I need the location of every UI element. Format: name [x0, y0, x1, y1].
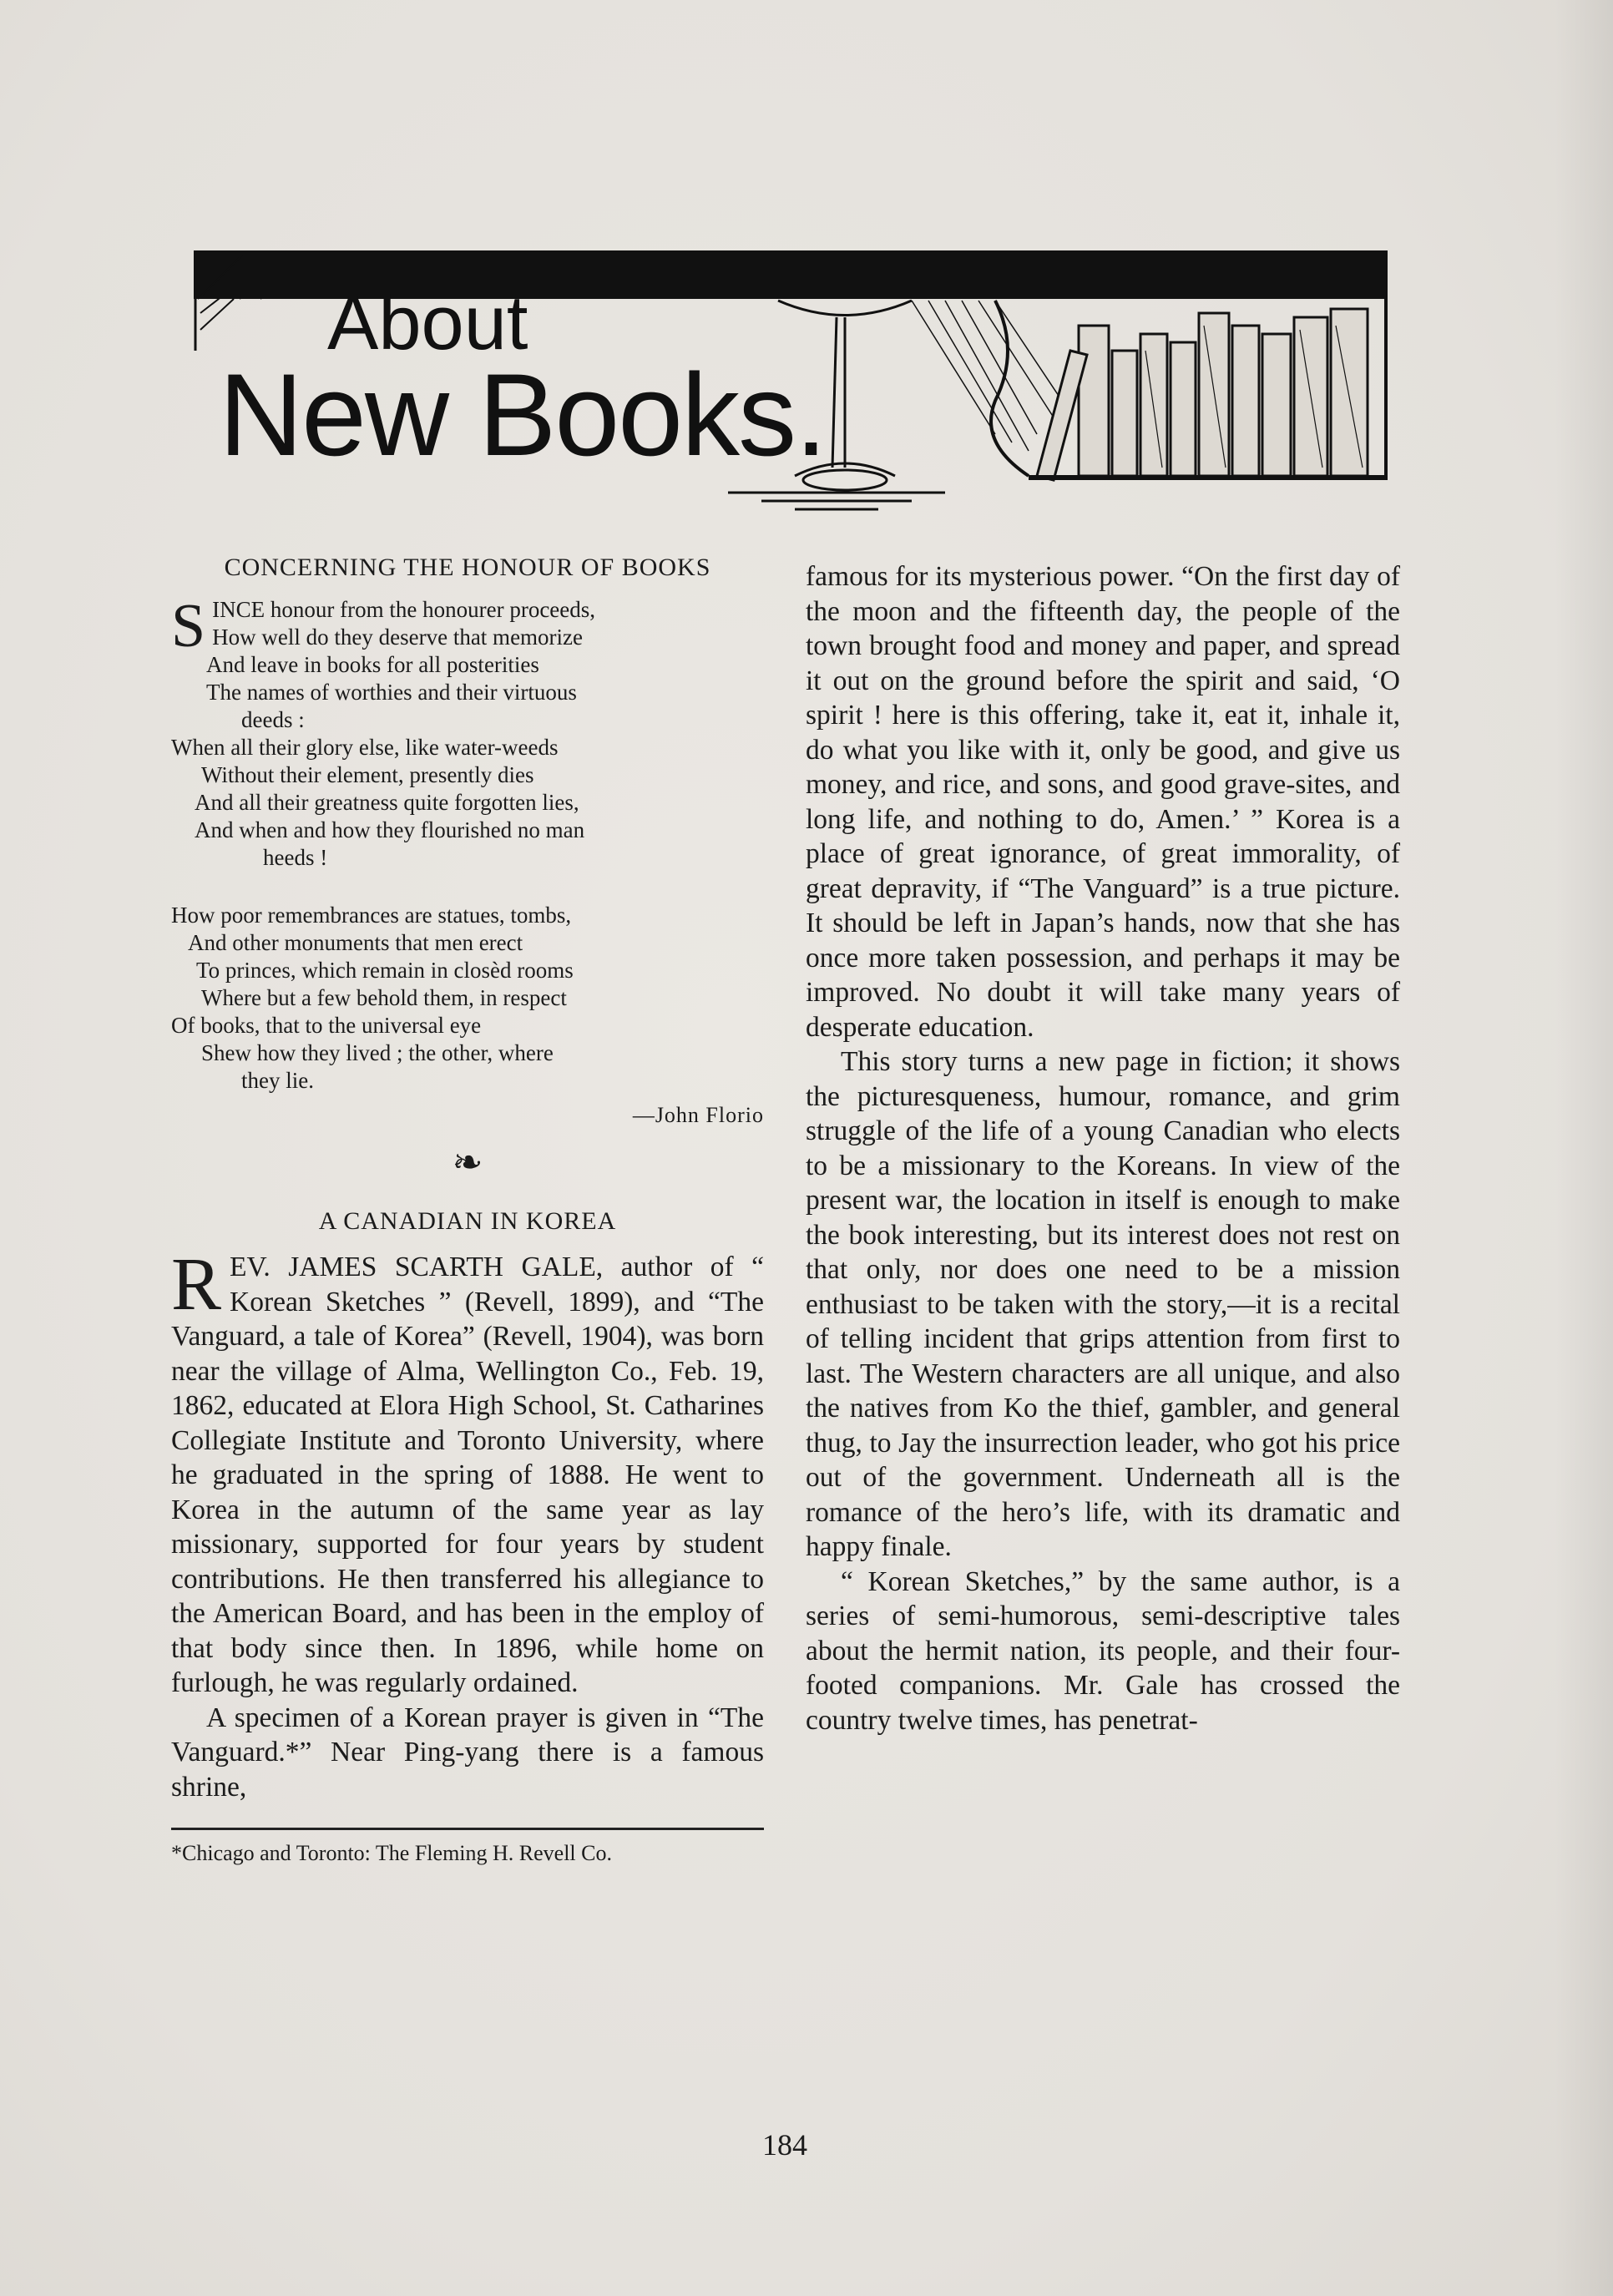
- poem-line: To princes, which remain in closèd rooms: [196, 958, 574, 983]
- poem-line: deeds :: [241, 707, 305, 732]
- footnote: *Chicago and Toronto: The Fleming H. Revell Co.: [171, 1841, 612, 1865]
- bio-text: EV. JAMES SCARTH GALE, author of “ Korean Sketches ” (Revell, 1899), and “The Vanguard, a tale of Korea” (Revell, 1904), was born near the village of Alma, Wellington Co., Feb. 19, 1862, educated at Elora High School, St. Catharines Collegiate Institute and Toronto University, where he graduated in the spring of 1888. He went to Korea in the autumn of the same year as lay missionary, supported for four years by student contributions. He then transferred his allegiance to the American Board, and has been in the employ of that body since then. In 1896, while home on furlough, he was regularly ordained.: [171, 1252, 764, 1698]
- poem-line: Shew how they lived ; the other, where: [201, 1040, 554, 1065]
- story-paragraph: This story turns a new page in fiction; it shows the picturesqueness, humour, romance, and grim struggle of the life of a young Canadian who elects to be a missionary to the Koreans. In view of the present war, the location in itself is enough to make the book interesting, but its interest does not rest on that only, nor does one need to be a mission enthusiast to be taken with the story,—it is a recital of telling incident that grips attention from first to last. The Western characters are all unique, and also the natives from Ko the thief, gambler, and general thug, to Jay the insurrection leader, who got his price out of the government. Underneath all is the romance of the hero’s life, with its dramatic and happy finale.: [806, 1046, 1400, 1562]
- shrine-paragraph: famous for its mysterious power. “On the first day of the moon and the fifteenth day, the people of the town brought food and money and paper, and spread it out on the ground before the spirit and said, ‘O spirit ! here is this offering, take it, eat it, inhale it, do what you like with it, only be good, and give us money, and rice, and sons, and good grave-sites, and long life, and nothing to do, Amen.’ ” Korea is a place of great ignorance, of great immorality, of great depravity, if “The Vanguard” is a true picture. It should be left in Japan’s hands, now that she has once more taken possession, and perhaps it may be improved. No doubt it will take many years of desperate education.: [806, 561, 1400, 1043]
- poem-line: they lie.: [241, 1068, 314, 1093]
- poem-attribution: —John Florio: [632, 1103, 764, 1127]
- poem-line: And other monuments that men erect: [188, 930, 523, 955]
- poem-line: How poor remembrances are statues, tombs,: [171, 903, 572, 928]
- poem-line: And leave in books for all posterities: [206, 652, 539, 677]
- books-drawing: [1037, 309, 1368, 480]
- poem-line: And all their greatness quite forgotten lies,: [195, 790, 579, 815]
- left-column: [171, 551, 764, 1867]
- section-title-honour: CONCERNING THE HONOUR OF BOOKS: [224, 554, 711, 581]
- page-spine-shadow: [1555, 0, 1613, 2296]
- poem-line: When all their glory else, like water-weeds: [171, 735, 559, 760]
- poem-line: heeds !: [263, 845, 328, 870]
- page-number: 184: [762, 2128, 807, 2162]
- banner-title-line1: About: [327, 281, 528, 366]
- banner-title-line2: New Books.: [219, 349, 826, 480]
- poem-line: Of books, that to the universal eye: [171, 1013, 482, 1038]
- sketches-paragraph: “ Korean Sketches,” by the same author, is a series of semi-humorous, semi-descriptive tales about the hermit nation, its people, and their four-footed companions. Mr. Gale has crossed the country twelve times, has penetrat-: [806, 1565, 1400, 1736]
- poem-line: INCE honour from the honourer proceeds,: [212, 597, 596, 622]
- gale-bio-paragraph: [171, 1243, 764, 1701]
- footnote-rule: [171, 1828, 764, 1830]
- fleuron-ornament: ❧: [452, 1142, 483, 1183]
- poem-line: And when and how they flourished no man: [195, 817, 585, 842]
- right-column: [806, 559, 1400, 1737]
- florio-poem: [171, 592, 764, 1095]
- prayer-paragraph: A specimen of a Korean prayer is given in “The Vanguard.*” Near Ping-yang there is a famous shrine,: [171, 1702, 764, 1803]
- section-title-canadian: A CANADIAN IN KOREA: [318, 1207, 617, 1235]
- about-new-books-banner: [194, 250, 1388, 526]
- stanza-gap: [171, 872, 764, 902]
- bio-drop-cap: R: [171, 1243, 222, 1326]
- poem-line: Where but a few behold them, in respect: [201, 985, 567, 1010]
- poem-line: The names of worthies and their virtuous: [206, 680, 577, 705]
- poem-drop-cap: S: [171, 592, 206, 660]
- poem-line: Without their element, presently dies: [201, 762, 534, 787]
- poem-line: How well do they deserve that memorize: [212, 625, 584, 650]
